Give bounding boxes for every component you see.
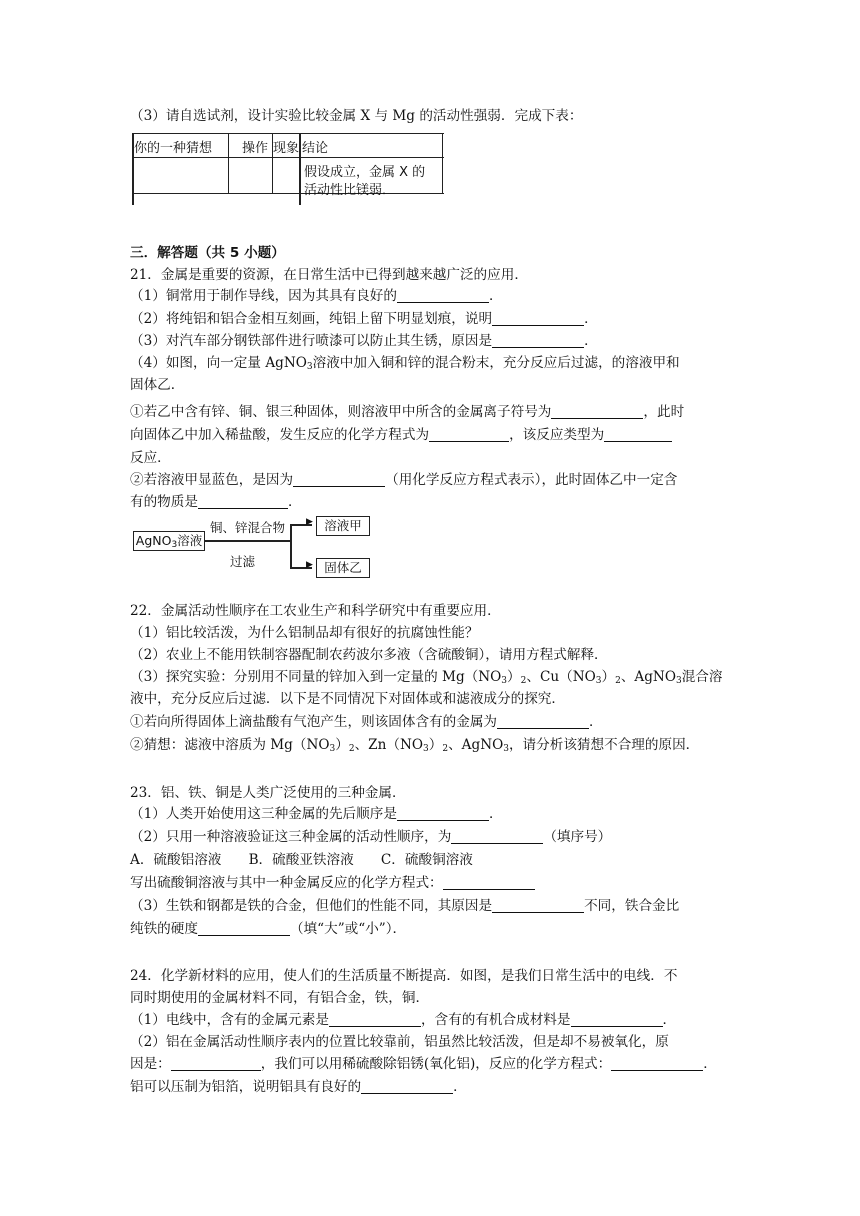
q24-part2-end: 铝可以压制为铝箔，说明铝具有良好的 ． (130, 1079, 467, 1095)
arrow-right-icon: ▶ (306, 517, 313, 527)
q21-part2: （2）将纯铝和铝合金相互刻画，纯铝上留下明显划痕，说明 ． (130, 311, 598, 327)
table-header-phenomenon: 现象 (273, 141, 300, 156)
flow-box-solution: 溶液甲 (316, 516, 370, 536)
q21-part3: （3）对汽车部分钢铁部件进行喷漆可以防止其生锈，原因是 ． (130, 333, 598, 349)
table-conclusion-line1: 假设成立，金属 X 的 (304, 165, 426, 180)
answer-blank[interactable] (443, 875, 535, 890)
section-title: 三．解答题（共 5 小题） (130, 245, 285, 261)
answer-blank[interactable] (604, 427, 672, 442)
q24-part2-cont: 因是： ，我们可以用稀硫酸除铝锈(氧化铝)，反应的化学方程式： ． (130, 1056, 717, 1072)
q21-part4: （4）如图，向一定量 AgNO$_3$溶液中加入铜和锌的混合粉末，充分反应后过滤，的溶液甲和 (130, 355, 680, 372)
answer-blank[interactable] (293, 472, 385, 487)
q21-part1: （1）铜常用于制作导线，因为其具有良好的 ． (130, 288, 503, 304)
answer-blank[interactable] (397, 288, 489, 303)
q24-part2: （2）铝在金属活动性顺序表内的位置比较靠前，铝虽然比较活泼，但是却不易被氧化，原 (130, 1034, 669, 1050)
q22-sub2: ②猜想：滤液中溶质为 $Mg(NO_3)_2$、$Zn(NO_3)_2$、AgNO$_3$，请分析该猜想不合理的原因． (130, 737, 700, 754)
answer-blank[interactable] (429, 427, 509, 442)
q24-stem-line1: 24．化学新材料的应用，使人们的生活质量不断提高．如图，是我们日常生活中的电线．不 (130, 968, 678, 984)
q23-part3-cont: 纯铁的硬度 （填“大”或“小”）． (130, 921, 407, 937)
q22-stem: 22．金属活动性顺序在工农业生产和科学研究中有重要应用． (130, 603, 501, 619)
answer-blank[interactable] (611, 1056, 703, 1071)
answer-blank[interactable] (451, 829, 543, 844)
answer-blank[interactable] (171, 1056, 261, 1071)
answer-blank[interactable] (497, 714, 589, 729)
answer-blank[interactable] (492, 898, 584, 913)
q21-stem: 21．金属是重要的资源，在日常生活中已得到越来越广泛的应用． (130, 267, 528, 283)
answer-blank[interactable] (571, 1012, 663, 1027)
table-conclusion-line2: 活动性比镁弱． (304, 183, 396, 198)
q24-part1: （1）电线中，含有的金属元素是 ，含有的有机合成材料是 ． (130, 1012, 677, 1028)
q23-part3: （3）生铁和钢都是铁的合金，但他们的性能不同，其原因是 不同，铁合金比 (130, 898, 680, 914)
q24-stem-line2: 同时期使用的金属材料不同，有铝合金，铁，铜． (130, 990, 430, 1006)
q20-table (132, 133, 444, 205)
table-header-conclusion: 结论 (302, 141, 329, 156)
q23-part1: （1）人类开始使用这三种金属的先后顺序是 ． (130, 806, 503, 822)
q21-part4-cont: 固体乙． (130, 377, 185, 393)
q23-stem: 23．铝、铁、铜是人类广泛使用的三种金属． (130, 785, 406, 801)
q22-part3-cont: 液中，充分反应后过滤．以下是不同情况下对固体或和滤液成分的探究． (130, 691, 565, 707)
q21-sub2: ②若溶液甲显蓝色，是因为 （用化学反应方程式表示），此时固体乙中一定含 (130, 472, 678, 488)
q21-sub1: ①若乙中含有锌、铜、银三种固体，则溶液甲中所含的金属离子符号为 ，此时 (130, 404, 685, 420)
q20-part3: （3）请自选试剂，设计实验比较金属 X 与 Mg 的活动性强弱．完成下表： (130, 108, 583, 124)
table-header-operation: 操作 (242, 141, 269, 156)
answer-blank[interactable] (329, 1012, 421, 1027)
answer-blank[interactable] (198, 921, 290, 936)
q21-sub1-end: 反应． (130, 450, 171, 466)
arrow-right-icon: ▶ (306, 560, 313, 570)
q22-part2: （2）农业上不能用铁制容器配制农药波尔多液（含硫酸铜），请用方程式解释． (130, 647, 608, 663)
q23-part2: （2）只用一种溶液验证这三种金属的活动性顺序，为 （填序号） (130, 829, 612, 845)
q23-options: A．硫酸铝溶液 B．硫酸亚铁溶液 C．硫酸铜溶液 (130, 852, 473, 868)
flow-box-agno3: AgNO$_3$溶液 (133, 531, 205, 551)
q23-write-equation: 写出硫酸铜溶液与其中一种金属反应的化学方程式： (130, 874, 535, 892)
q22-part3: （3）探究实验：分别用不同量的锌加入到一定量的 $Mg(NO_3)_2$、$Cu(NO_3)_2$、AgNO$_3$混合溶 (130, 669, 723, 686)
answer-blank[interactable] (492, 311, 584, 326)
answer-blank[interactable] (492, 333, 584, 348)
flow-reagent-label: 铜、锌混合物 (210, 520, 286, 535)
table-header-guess: 你的一种猜想 (134, 141, 213, 156)
q22-sub1: ①若向所得固体上滴盐酸有气泡产生，则该固体含有的金属为 ． (130, 714, 603, 730)
answer-blank[interactable] (397, 806, 489, 821)
q22-part1: （1）铝比较活泼，为什么铝制品却有很好的抗腐蚀性能？ (130, 625, 479, 641)
flow-box-solid: 固体乙 (316, 558, 370, 578)
flow-diagram (130, 516, 370, 578)
flow-operation-label: 过滤 (230, 554, 256, 569)
answer-blank[interactable] (361, 1079, 453, 1094)
answer-blank[interactable] (551, 404, 643, 419)
answer-blank[interactable] (198, 494, 288, 509)
q21-sub1-cont: 向固体乙中加入稀盐酸，发生反应的化学方程式为 ，该反应类型为 (130, 426, 672, 444)
q21-sub2-cont: 有的物质是 ． (130, 494, 302, 510)
